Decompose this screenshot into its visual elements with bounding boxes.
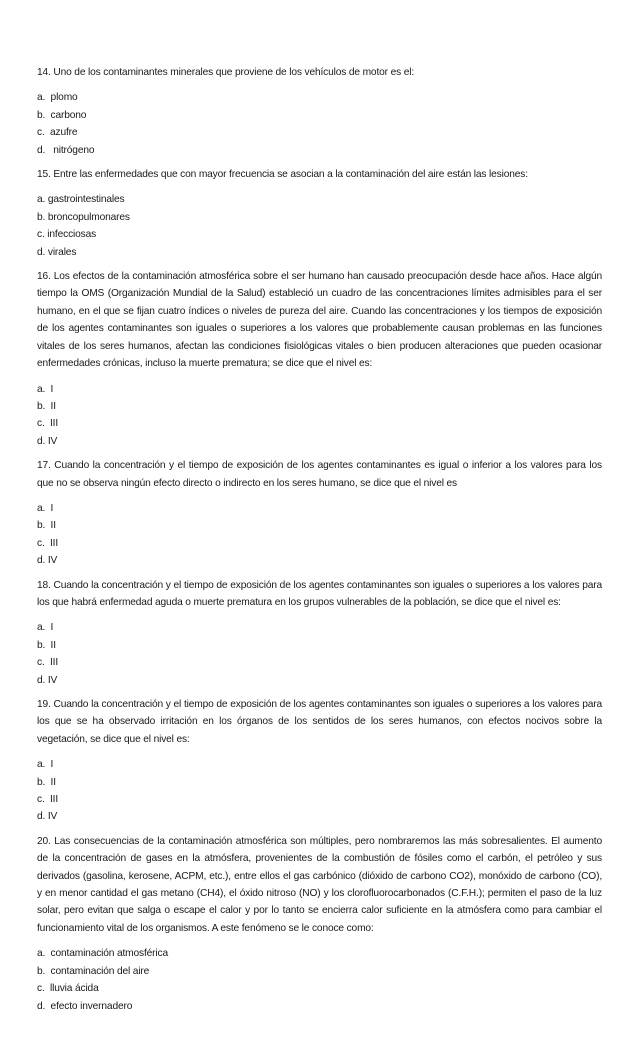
option-a: a. contaminación atmosférica [37, 948, 168, 960]
option-d: d. IV [37, 555, 58, 567]
option-a: a. gastrointestinales [37, 194, 125, 206]
answer-options [37, 945, 602, 1015]
option-c: c. infecciosas [37, 229, 97, 241]
option-d: d. efecto invernadero [37, 1000, 133, 1012]
question-18 [37, 577, 602, 689]
option-c: c. lluvia ácida [37, 983, 99, 995]
option-d: d. IV [37, 674, 58, 686]
option-d: d. nitrógeno [37, 144, 95, 156]
question-15 [37, 166, 602, 261]
question-17 [37, 457, 602, 569]
question-20 [37, 833, 602, 1015]
question-text: 18. Cuando la concentración y el tiempo de exposición de los agentes contaminantes son iguales o superiores a los valores para los que habrá enfermedad aguda o muerte prematura en los grupos vulnerables de la población, se dice que el nivel es: [37, 579, 602, 608]
option-d: d. IV [37, 435, 58, 447]
question-text: 17. Cuando la concentración y el tiempo de exposición de los agentes contaminantes es igual o inferior a los valores para los que no se observa ningún efecto directo o indirecto en los seres humano, se dice que el nivel es [37, 460, 602, 489]
option-a: a. I [37, 383, 54, 395]
option-b: b. broncopulmonares [37, 211, 130, 223]
question-text: 15. Entre las enfermedades que con mayor frecuencia se asocian a la contaminación del aire están las lesiones: [37, 169, 528, 181]
option-a: a. I [37, 502, 54, 514]
answer-options [37, 756, 602, 826]
option-a: a. plomo [37, 92, 78, 104]
option-b: b. contaminación del aire [37, 965, 150, 977]
option-a: a. I [37, 759, 54, 771]
answer-options [37, 191, 602, 261]
option-b: b. II [37, 639, 56, 651]
answer-options [37, 381, 602, 451]
option-b: b. II [37, 520, 56, 532]
option-d: d. virales [37, 246, 77, 258]
option-c: c. azufre [37, 127, 78, 139]
question-19 [37, 696, 602, 826]
answer-options [37, 619, 602, 689]
option-d: d. IV [37, 811, 58, 823]
option-c: c. III [37, 794, 59, 806]
question-16 [37, 268, 602, 450]
option-b: b. II [37, 776, 56, 788]
answer-options [37, 89, 602, 159]
option-c: c. III [37, 537, 59, 549]
option-c: c. III [37, 657, 59, 669]
option-b: b. carbono [37, 109, 87, 121]
option-a: a. I [37, 622, 54, 634]
answer-options [37, 500, 602, 570]
question-text: 19. Cuando la concentración y el tiempo de exposición de los agentes contaminantes son iguales o superiores a los valores para los que se ha observado irritación en los órganos de los sentidos de los seres humanos, con efectos nocivos sobre la vegetación, se dice que el nivel es: [37, 699, 602, 745]
question-text: 20. Las consecuencias de la contaminación atmosférica son múltiples, pero nombraremos las más sobresalientes. El aumento de la concentración de gases en la atmósfera, provenientes de la combustión de fósiles como el carbón, el petróleo y sus derivados (gasolina, kerosene, ACPM, etc.), entre ellos el gas carbónico (dióxido de carbono CO2), monóxido de carbono (CO), y en menor cantidad el gas metano (CH4), el óxido nitroso (NO) y los clorofluorocarbonados (C.F.H.); permiten el paso de la luz solar, pero evitan que salga o escape el calor y por lo tanto se encierra calor suficiente en la atmósfera como para cambiar el funcionamiento vital de los organismos. A este fenómeno se le conoce como: [37, 835, 602, 934]
option-c: c. III [37, 418, 59, 430]
document-page [37, 64, 602, 1022]
question-14 [37, 64, 602, 159]
question-text: 16. Los efectos de la contaminación atmosférica sobre el ser humano han causado preocupación desde hace años. Hace algún tiempo la OMS (Organización Mundial de la Salud) estableció un cuadro de las concentraciones límites admisibles para el ser humano, en el que se fijan cuatro índices o niveles de pureza del aire. Cuando las concentraciones y los tiempos de exposición de los agentes contaminantes son iguales o superiores a los valores que probablemente causan problemas en las funciones vitales de los seres humanos, afectan las condiciones fisiológicas vitales o bien producen alteraciones que pueden ocasionar enfermedades crónicas, incluso la muerte prematura; se dice que el nivel es: [37, 271, 602, 370]
question-text: 14. Uno de los contaminantes minerales que proviene de los vehículos de motor es el: [37, 67, 415, 78]
option-b: b. II [37, 400, 56, 412]
